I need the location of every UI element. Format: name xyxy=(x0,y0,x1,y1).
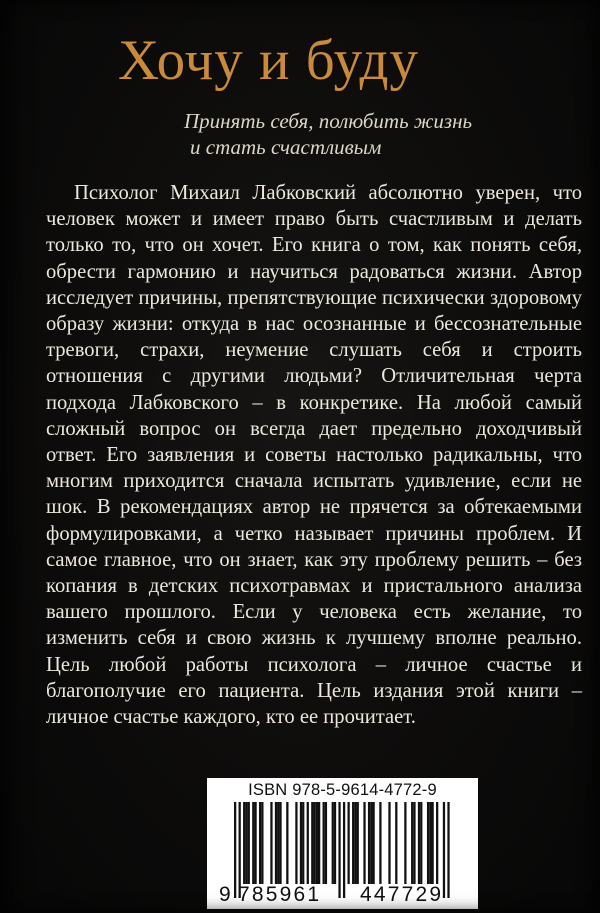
barcode-bar xyxy=(348,802,350,884)
isbn-label: ISBN 978-5-9614-4772-9 xyxy=(248,781,437,799)
barcode-bar xyxy=(302,802,304,884)
barcode-bar xyxy=(418,802,420,884)
barcode-bar xyxy=(270,802,272,884)
barcode-bar xyxy=(286,802,288,884)
barcode-bar xyxy=(316,802,318,884)
barcode-bar xyxy=(254,802,256,884)
barcode-right-digits: 447729 xyxy=(360,883,444,906)
barcode-bar xyxy=(431,802,433,884)
barcode-bar xyxy=(300,802,302,884)
barcode-bar xyxy=(357,802,359,884)
barcode-bar xyxy=(379,802,381,884)
barcode-bar xyxy=(311,802,313,884)
barcode-bar xyxy=(234,802,236,898)
barcode-bar xyxy=(388,802,390,884)
barcode-bar xyxy=(436,802,438,884)
barcode-bar xyxy=(404,802,406,884)
barcode-bar xyxy=(363,802,365,884)
barcode-bar xyxy=(332,802,334,884)
barcode-bar xyxy=(420,802,422,884)
barcode-bar xyxy=(352,802,354,884)
barcode-bar xyxy=(259,802,261,884)
barcode-bar xyxy=(279,802,281,884)
barcode-bar xyxy=(447,802,449,898)
barcode-bar xyxy=(370,802,372,884)
barcode-bar xyxy=(307,802,309,884)
subtitle-line-2: и стать счастливым xyxy=(190,135,382,159)
barcode-lead-digit: 9 xyxy=(219,883,233,906)
barcode-bar xyxy=(395,802,397,884)
barcode-bar xyxy=(413,802,415,884)
barcode-bar xyxy=(245,802,247,884)
barcode-bar xyxy=(325,802,327,884)
book-title: Хочу и буду xyxy=(118,29,420,92)
barcode-bar xyxy=(338,802,340,898)
barcode-bar xyxy=(243,802,245,884)
barcode-bar xyxy=(334,802,336,884)
barcode-bar xyxy=(343,802,345,898)
barcode-bar xyxy=(313,802,315,884)
barcode-bar xyxy=(372,802,374,884)
barcode-bar xyxy=(252,802,254,884)
barcode-bar xyxy=(295,802,297,884)
barcode-bar xyxy=(429,802,431,884)
book-description: Психолог Михаил Лабковский абсолютно уверен, что человек может и имеет право быть счастливым и делать только то, что он хочет. Его книга о том, как понять себя, обрести гармонию и научиться радоваться жизни. Автор исследует причины, препятствующие психически здоровому образу жизни: откуда в нас осознанные и бессознательные тревоги, страхи, неумение слушать себя и строить отношения с другими людьми? Отличительная черта подхода Лабковского – в конкретике. На любой самый сложный вопрос он всегда дает предельно доходчивый ответ. Его заявления и советы настолько радикальны, что многим приходится сначала испытать удивление, если не шок. В рекомендациях автор не прячется за обтекаемыми формулировками, а четко называет причины проблем. И самое главное, что он знает, как эту проблему решить – без копания в детских психотравмах и пристального анализа вашего прошлого. Если у человека есть желание, то изменить себя и свою жизнь к лучшему вполне реально. Цель любой работы психолога – личное счастье и благополучие его пациента. Цель издания этой книги – личное счастье каждого, кто ее прочитает. xyxy=(46,182,582,729)
barcode-bar xyxy=(368,802,370,884)
barcode-bar xyxy=(427,802,429,884)
book-subtitle xyxy=(184,108,584,160)
barcode-bar xyxy=(318,802,320,884)
barcode-bar xyxy=(411,802,413,884)
barcode-bar xyxy=(277,802,279,884)
isbn-barcode xyxy=(207,778,478,909)
barcode-bar xyxy=(354,802,356,884)
barcode-bar xyxy=(248,802,250,884)
barcode-bar xyxy=(261,802,263,884)
subtitle-line-1: Принять себя, полюбить жизнь xyxy=(184,109,473,133)
barcode-bar xyxy=(323,802,325,884)
barcode-left-digits: 785961 xyxy=(238,883,322,906)
barcode-bar xyxy=(275,802,277,884)
